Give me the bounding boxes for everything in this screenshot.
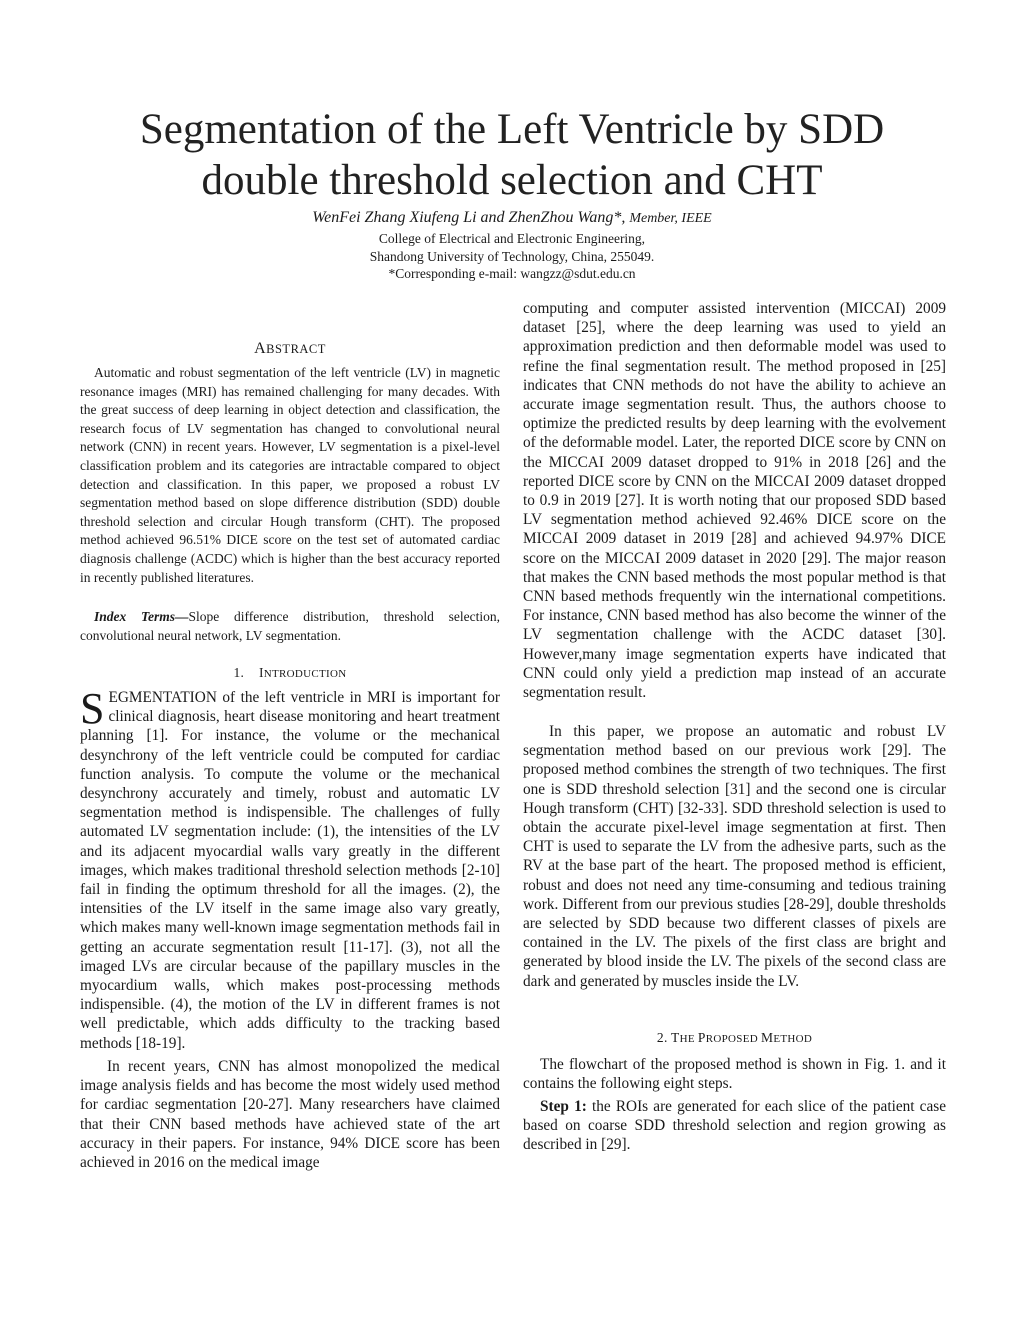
intro-paragraph-1-text: EGMENTATION of the left ventricle in MRI is important for clinical diagnosis, heart disease monitoring and heart treatment planning [1]. For instance, the volume or the mechanical desynchrony of the left ventricle could be computed for cardiac function analysis. To compute the volume or the mechanical desynchrony accurately and timely, robust and automatic LV segmentation method is indispensible. The challenges of fully automated LV segmentation include: (1), the intensities of the LV and its adjacent myocardial walls vary greatly in the different images, which makes traditional threshold selection methods [2-10] fail in finding the optimum threshold for all the images. (2), the intensities of the LV itself in the same image also vary greatly, which makes many well-known image segmentation methods fail in getting an accurate segmentation result [11-17]. (3), not all the imaged LVs are circular because of the papillary muscles in the myocardium walls, which makes post-processing methods indispensible. (4), the motion of the LV in different frames is not well predictable, which adds difficulty to the tracking based methods [18-19]. xyxy=(80,689,500,1052)
affiliation-block xyxy=(60,230,964,283)
method-paragraph-1: The flowchart of the proposed method is shown in Fig. 1. and it contains the following eight steps. xyxy=(523,1056,946,1093)
intro-paragraph-2: In recent years, CNN has almost monopolized the medical image analysis fields and has become the most widely used method for cardiac segmentation [20-27]. Many researchers have claimed that their CNN based methods have achieved state of the art accuracy in their papers. For instance, 94% DICE score has been achieved in 2016 on the medical image xyxy=(80,1058,500,1172)
section-heading-proposed-method xyxy=(523,1030,946,1046)
section2-heading-part: M xyxy=(761,1030,774,1045)
abstract-heading xyxy=(80,340,500,358)
affiliation-line: College of Electrical and Electronic Engineering, xyxy=(378,231,646,246)
step-1-text: the ROIs are generated for each slice of the patient case based on coarse SDD threshold selection and region growing as described in [29]. xyxy=(523,1098,946,1154)
step-1-paragraph xyxy=(523,1097,946,1155)
author-names: WenFei Zhang Xiufeng Li and ZhenZhou Wang*, xyxy=(312,209,626,226)
section2-heading-part: 2. T xyxy=(656,1030,680,1045)
index-terms xyxy=(80,608,500,645)
section2-heading-part: ETHOD xyxy=(773,1033,813,1045)
title-line-2: double threshold selection and CHT xyxy=(201,157,823,204)
affiliation-line: Shandong University of Technology, China, 255049. xyxy=(369,248,655,264)
abstract-text: Automatic and robust segmentation of the left ventricle (LV) in magnetic resonance images (MRI) has remained challenging for many decades. With the great success of deep learning in object detection and classification, the research focus of LV segmentation has changed to convolutional neural network (CNN) in recent years. However, LV segmentation is a pixel-level classification problem and its categories are intractable compared to object detection and classification. In this paper, we proposed a robust LV segmentation method based on slope difference distribution (SDD) double threshold selection and circular Hough transform (CHT). The proposed method achieved 96.51% DICE score on the test set of automated cardiac diagnosis challenge (ACDC) which is higher than the best accuracy reported in recently published literatures. xyxy=(80,365,500,585)
section2-heading-part: HE xyxy=(679,1033,698,1045)
section-number: 1. xyxy=(233,665,245,680)
abstract-heading-rest: BSTRACT xyxy=(266,342,326,356)
abstract-heading-initial: A xyxy=(254,340,267,357)
section-heading-initial: I xyxy=(258,665,264,680)
index-terms-text: Slope difference distribution, threshold selection, convolutional neural network, LV segmentation. xyxy=(80,609,500,643)
intro-paragraph-3: In this paper, we propose an automatic and robust LV segmentation method based on our previous work [29]. The proposed method combines the strength of two techniques. The first one is SDD threshold selection [31] and the second one is circular Hough transform (CHT) [32-33]. SDD threshold selection is used to obtain the accurate pixel-level image segmentation at first. Then CHT is used to separate the LV from the adhesive parts, such as the RV at the base part of the heart. The proposed method is efficient, robust and does not need any time-consuming and tedious training work. Different from our previous studies [28-29], double thresholds are selected by SDD because two different classes of pixels are contained in the LV. The pixels of the first class are bright and generated by blood inside the LV. The pixels of the second class are dark and generated by muscles inside the LV. xyxy=(523,723,946,990)
author-membership: Member, IEEE xyxy=(629,211,712,226)
intro-paragraph-1 xyxy=(80,684,500,1053)
section-heading-introduction xyxy=(80,665,500,681)
corresponding-email: *Corresponding e-mail: wangzz@sdut.edu.cn xyxy=(388,266,636,281)
drop-cap: S xyxy=(80,684,105,733)
section-heading-rest: NTRODUCTION xyxy=(263,668,347,680)
title-line-1: Segmentation of the Left Ventricle by SDD xyxy=(139,106,885,153)
author-list xyxy=(60,208,964,229)
section2-heading-part: P xyxy=(697,1030,706,1045)
intro-paragraph-2-continued: computing and computer assisted intervention (MICCAI) 2009 dataset [25], where the deep learning was used to yield an approximation prediction and then deformable model was used to refine the final segmentation result. The method proposed in [25] indicates that CNN methods do not have the ability to achieve an accurate image segmentation result. Thus, the authors choose to optimize the predicted results by deep learning with the evolvement of the deformable model. Later, the reported DICE score by CNN on the MICCAI 2009 dataset dropped to 91% in 2018 [26] and the reported DICE score by CNN on the MICCAI 2009 dataset dropped to 0.9 in 2019 [27]. It is worth noting that our proposed SDD based LV segmentation method achieved 92.46% DICE score on the MICCAI 2009 dataset in 2019 [28] and achieved 94.97% DICE score on the MICCAI 2009 dataset in 2020 [29]. The major reason that makes the CNN based methods the most popular method is that CNN based methods frequently win the international competitions. For instance, CNN based method has also become the winner of the LV segmentation challenge with the ACDC dataset [30]. However,many image segmentation experts have indicated that CNN could only yield a prediction map instead of an accurate segmentation result. xyxy=(523,300,946,702)
section2-heading-part: ROPOSED xyxy=(705,1033,762,1045)
index-terms-label: Index Terms— xyxy=(94,609,189,624)
step-1-label: Step 1: xyxy=(540,1098,587,1115)
paper-title xyxy=(60,104,964,206)
